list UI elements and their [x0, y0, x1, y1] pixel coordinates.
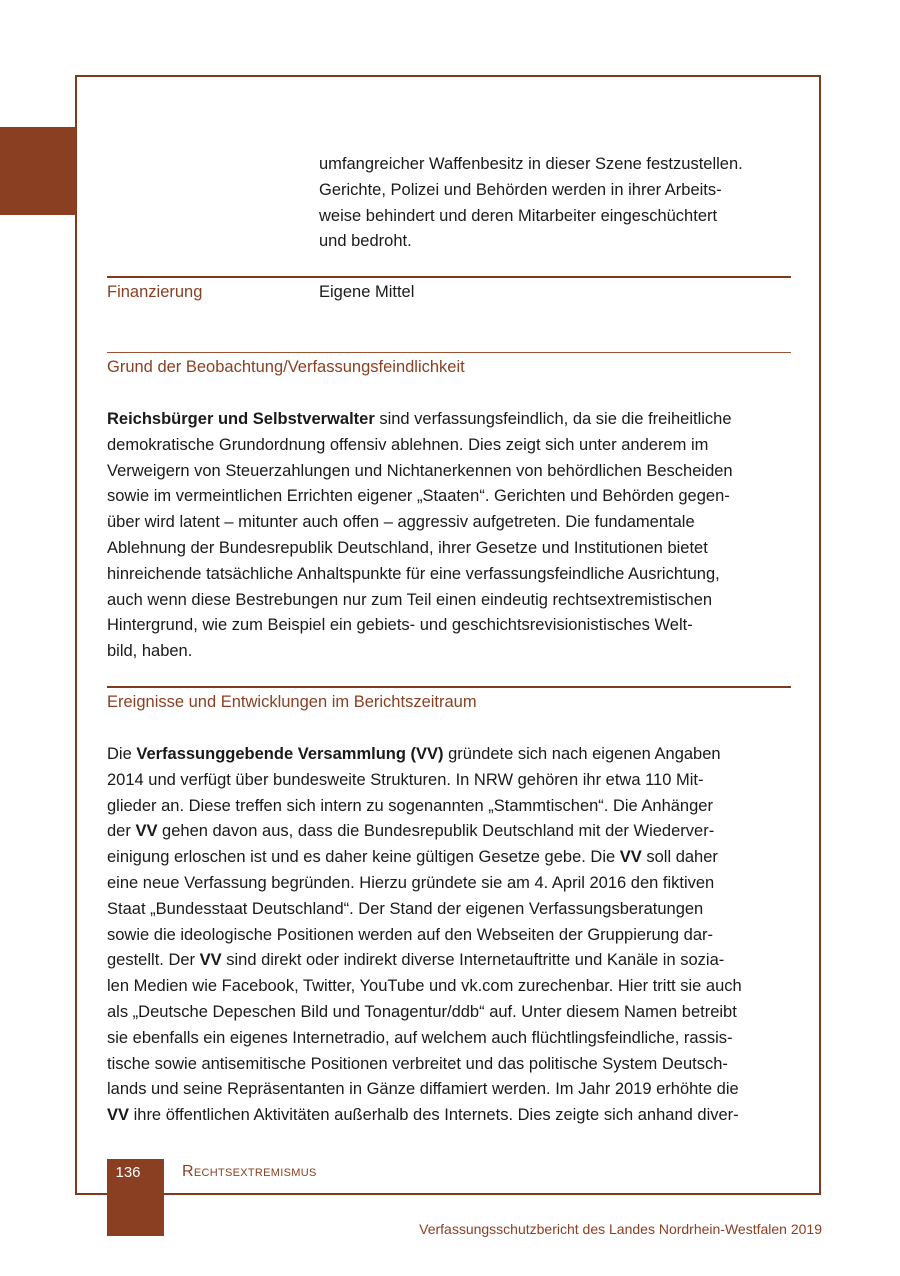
bold-term: VV: [135, 822, 158, 841]
bold-term: VV: [107, 1106, 130, 1125]
body-text: soll daher: [641, 848, 718, 867]
finanzierung-label: Finanzierung: [107, 283, 203, 301]
section-body-grund: [107, 407, 797, 665]
divider: [107, 352, 791, 353]
body-text: einigung erloschen ist und es daher keine gültigen Gesetze gebe. Die: [107, 848, 620, 867]
body-line: len Medien wie Facebook, Twitter, YouTube und vk.com zurechenbar. Hier tritt sie auch: [107, 977, 742, 996]
body-line: tische sowie antisemitische Positionen verbreitet und das politische System Deutsch-: [107, 1054, 728, 1073]
intro-line: Gerichte, Polizei und Behörden werden in ihrer Arbeits-: [319, 180, 722, 199]
body-line: Ablehnung der Bundesrepublik Deutschland, ihrer Gesetze und Institutionen bietet: [107, 538, 708, 557]
divider: [107, 686, 791, 688]
body-text: gründete sich nach eigenen Angaben: [443, 745, 721, 763]
finanzierung-value: Eigene Mittel: [319, 283, 415, 301]
body-line: sowie im vermeintlichen Errichten eigener „Staaten“. Gerichten und Behörden gegen-: [107, 487, 730, 506]
section-heading-grund: Grund der Beobachtung/Verfassungsfeindlichkeit: [107, 358, 465, 376]
body-text: sind direkt oder indirekt diverse Internetauftritte und Kanäle in sozia-: [221, 951, 725, 970]
body-line: hinreichende tatsächliche Anhaltspunkte für eine verfassungsfeindliche Ausrichtung,: [107, 564, 720, 583]
running-section-title: Rechtsextremismus: [182, 1163, 317, 1180]
body-line: [107, 1103, 797, 1129]
body-text: der: [107, 822, 136, 841]
body-line: [107, 948, 797, 974]
body-text: ihre öffentlichen Aktivitäten außerhalb des Internets. Dies zeigte sich anhand diver-: [129, 1106, 739, 1125]
body-text: sind verfassungsfeindlich, da sie die freiheitliche: [374, 410, 732, 428]
body-line: über wird latent – mitunter auch offen – aggressiv aufgetreten. Die fundamentale: [107, 513, 695, 532]
intro-line: weise behindert und deren Mitarbeiter eingeschüchtert: [319, 206, 718, 225]
intro-line: und bedroht.: [319, 232, 412, 251]
bold-term: Reichsbürger und Selbstverwalter: [107, 410, 375, 428]
intro-line: umfangreicher Waffenbesitz in dieser Szene festzustellen.: [319, 155, 743, 173]
body-line: Staat „Bundesstaat Deutschland“. Der Stand der eigenen Verfassungsberatungen: [107, 899, 704, 918]
body-line: eine neue Verfassung begründen. Hierzu gründete sie am 4. April 2016 den fiktiven: [107, 873, 715, 892]
bold-term: VV: [199, 951, 222, 970]
body-text: gehen davon aus, dass die Bundesrepublik Deutschland mit der Wiederver-: [157, 822, 715, 841]
body-line: auch wenn diese Bestrebungen nur zum Teil einen eindeutig rechtsextremistischen: [107, 590, 713, 609]
side-tab-marker: [0, 127, 76, 215]
body-line: glieder an. Diese treffen sich intern zu sogenannten „Stammtischen“. Die Anhänger: [107, 796, 713, 815]
body-line: [107, 845, 797, 871]
body-line: [107, 819, 797, 845]
body-line: lands und seine Repräsentanten in Gänze diffamiert werden. Im Jahr 2019 erhöhte die: [107, 1080, 739, 1099]
body-line: Hintergrund, wie zum Beispiel ein gebiets- und geschichtsrevisionistisches Welt-: [107, 616, 693, 635]
bold-term: Verfassunggebende Versammlung (VV): [136, 745, 444, 763]
body-line: sowie die ideologische Positionen werden auf den Webseiten der Gruppierung dar-: [107, 925, 713, 944]
body-line: 2014 und verfügt über bundesweite Strukturen. In NRW gehören ihr etwa 110 Mit-: [107, 770, 704, 789]
body-line: als „Deutsche Depeschen Bild und Tonagentur/ddb“ auf. Unter diesem Namen betreibt: [107, 1002, 737, 1021]
body-line: [107, 407, 797, 433]
body-line: sie ebenfalls ein eigenes Internetradio, auf welchem auch flüchtlingsfeindliche, rassis-: [107, 1028, 733, 1047]
section-body-ereignisse: [107, 742, 797, 1129]
bold-term: VV: [619, 848, 642, 867]
body-line: Verweigern von Steuerzahlungen und Nichtanerkennen von behördlichen Bescheiden: [107, 461, 733, 480]
section-heading-ereignisse: Ereignisse und Entwicklungen im Berichtszeitraum: [107, 693, 477, 711]
body-text: Die: [107, 745, 137, 763]
body-line: [107, 742, 797, 768]
intro-paragraph: [319, 152, 789, 255]
footer-publication-title: Verfassungsschutzbericht des Landes Nordrhein-Westfalen 2019: [419, 1221, 822, 1237]
body-line: bild, haben.: [107, 642, 193, 661]
page-number: 136: [115, 1164, 141, 1181]
body-line: demokratische Grundordnung offensiv ablehnen. Dies zeigt sich unter anderem im: [107, 435, 709, 454]
body-text: gestellt. Der: [107, 951, 200, 970]
divider: [107, 276, 791, 278]
